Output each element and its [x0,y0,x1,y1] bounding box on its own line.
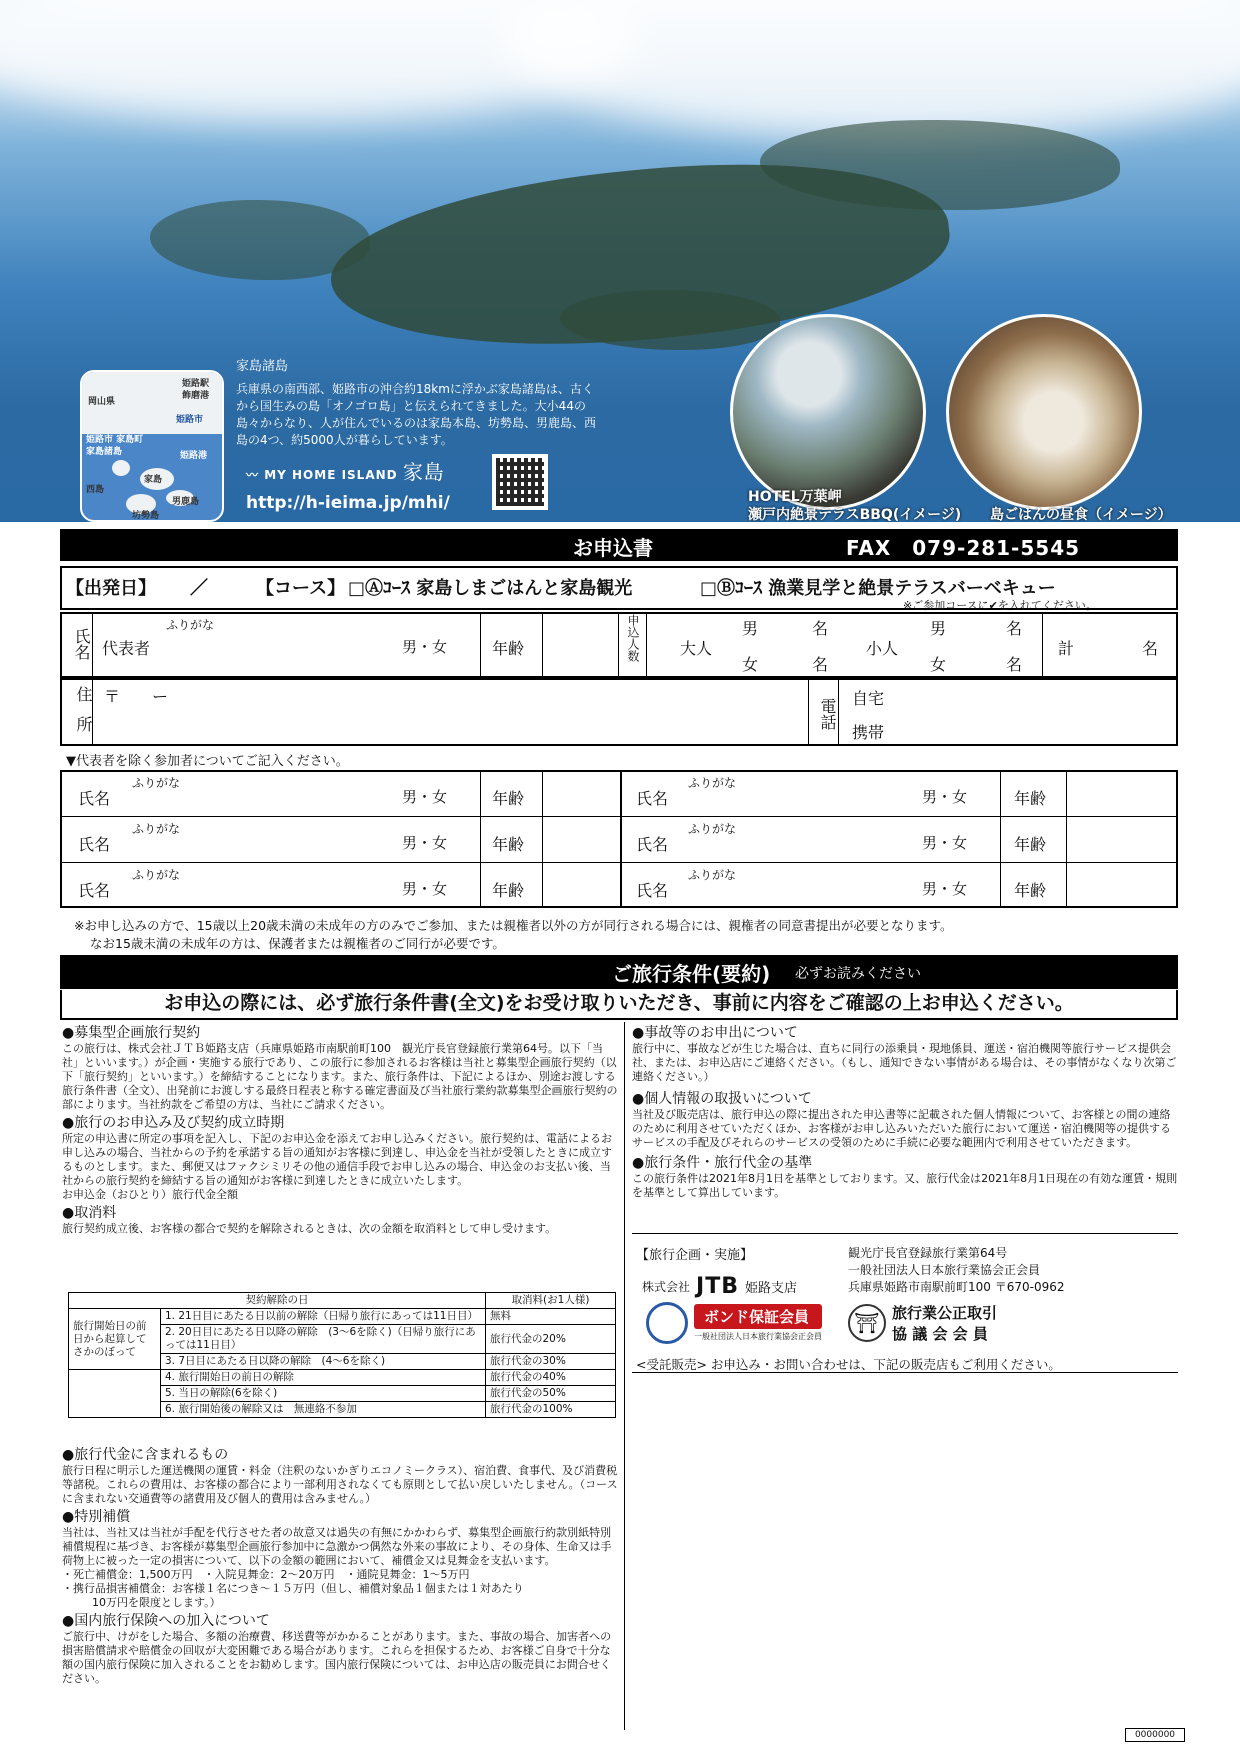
photo-caption: HOTEL万葉岬 [748,489,842,505]
name-label: 氏名 [78,881,111,900]
fair-trade-label: 旅行業公正取引 [892,1304,998,1322]
map-label: 岡山県 [88,397,116,407]
map-label: 男鹿島 [172,497,200,507]
age-label: 年齢 [492,835,525,854]
age-label: 年齢 [1014,835,1047,854]
section-title: ●事故等のお申出について [632,1025,798,1041]
address-field[interactable] [100,706,800,742]
website-url[interactable]: http://h-ieima.jp/mhi/ [246,493,450,513]
representative-label: 代表者 [102,639,151,658]
agency-note: <受託販売> お申込み・お問い合わせは、下記の販売店もご利用ください。 [636,1357,1061,1372]
section-title: ●国内旅行保険への加入について [62,1613,270,1629]
mobile-phone-field[interactable] [900,716,1170,740]
fax-number: FAX 079-281-5545 [846,536,1081,560]
count-unit: 名 [1006,655,1023,674]
address-label: 住所 [74,686,93,746]
table-cell: 旅行開始日の前日から起算してさかのぼって [69,1309,161,1370]
bond-sub: 一般社団法人日本旅行業協会正会員 [694,1332,822,1341]
fair-trade-badge [848,1302,997,1344]
age-label: 年齢 [492,789,525,808]
name-label: 氏名 [636,789,669,808]
map-label: 飾磨港 [182,391,210,401]
table-cell: 4. 旅行開始日の前日の解除 [161,1370,486,1386]
section-body: 当社は、当社又は当社が手配を代行させた者の故意又は過失の有無にかかわらず、募集型企画旅行約款別紙特別補償規程に基づき、お客様が募集型企画旅行参加中に急激かつ偶然な外来の事故により、その身体、生命又は手荷物上に被った一定の損害について、以下の金額の範囲において、補償金又は見舞金を支払います。 [62,1526,612,1567]
section-body: 所定の申込書に所定の事項を記入し、下記のお申込金を添えてお申し込みください。旅行契約は、電話によるお申し込みの場合、当社からの予約を承諾する旨の通知がお客様に到達し、申込金を当社が受領したときに成立するものとします。また、郵便又はファクシミリその他の通信手段でお申し込みの場合、申込金のお支払い後、当社からの旅行契約を締結する旨の通知がお客様に到達したときに成立いたします。 [62,1132,612,1187]
island-lunch-photo [946,314,1142,510]
organizer-info: 一般社団法人日本旅行業協会正会員 [848,1263,1041,1277]
map-label: 坊勢島 [132,511,160,521]
section-body: 旅行契約成立後、お客様の都合で契約を解除されるときは、次の金額を取消料として申し受けます。 [62,1222,557,1235]
furigana-label: ふりがな [688,868,737,882]
map-label: 姫路市 [176,415,204,425]
mobile-phone-label: 携帯 [852,723,885,742]
home-phone-label: 自宅 [852,689,885,708]
map-label: 姫路港 [180,451,208,461]
departure-label: 【出発日】 [66,578,156,599]
age-label: 年齢 [492,881,525,900]
count-unit: 名 [1006,619,1023,638]
table-cell: 6. 旅行開始後の解除又は 無連絡不参加 [161,1402,486,1418]
gender-select[interactable]: 男・女 [922,788,968,806]
home-phone-field[interactable] [900,684,1170,708]
count-unit: 名 [812,655,829,674]
table-cell: 3. 7日目にあたる日以降の解除 (4～6を除く) [161,1354,486,1370]
postal-code-field[interactable]: 〒 ー [104,687,169,706]
hero-banner [0,0,1240,522]
jtb-prefix: 株式会社 [642,1280,691,1294]
deposit-note: お申込金（おひとり）旅行代金全額 [62,1188,238,1201]
course-label: 【コース】 [256,578,346,599]
fair-trade-label: 協 議 会 会 員 [892,1325,988,1343]
conditions-right-column [632,1022,1178,1200]
child-female-label: 女 [930,655,947,674]
adult-male-label: 男 [742,619,759,638]
jtb-logo [642,1274,797,1299]
compensation-line: ・死亡補償金：1,500万円 ・入院見舞金：2～20万円 ・通院見舞金：1～5万円 [62,1568,470,1581]
organizer-label: 【旅行企画・実施】 [636,1248,754,1263]
island-body: 兵庫県の南西部、姫路市の沖合約18kmに浮かぶ家島諸島は、古くから国生みの島「オノゴロ島」と伝えられてきました。大小44の島々からなり、人が住んでいるのは家島本島、坊勢島、男鹿島、西島の4つ、約5000人が暮らしています。 [236,382,597,447]
cancellation-fee-table [68,1292,616,1418]
brand-logo-icon: 〰 [246,468,260,482]
organizer-info: 観光庁長官登録旅行業第64号 [848,1246,1008,1260]
section-body: この旅行条件は2021年8月1日を基準としております。又、旅行代金は2021年8月1日現在の有効な運賃・規則を基準として算出しています。 [632,1172,1178,1199]
island-land [150,200,370,280]
area-map [80,370,224,522]
section-title: ●取消料 [62,1205,117,1221]
bbq-terrace-photo [730,314,926,510]
photo-caption: 瀬戸内絶景テラスBBQ(イメージ) [748,507,962,522]
bond-label: ボンド保証会員 [694,1304,822,1329]
table-header: 取消料(お1人様) [486,1293,616,1309]
fair-trade-seal-icon: ⛩ [848,1304,886,1342]
compensation-line: ・携行品損害補償金：お客様１名につき～１５万円（但し、補償対象品１個または１対あたり [62,1582,524,1595]
name-label: 氏名 [78,789,111,808]
section-title: ●個人情報の取扱いについて [632,1091,812,1107]
furigana-label: ふりがな [688,822,737,836]
total-label: 計 [1058,639,1075,658]
phone-label: 電話 [818,698,837,730]
table-cell: 旅行代金の30% [486,1354,616,1370]
table-cell: 旅行代金の20% [486,1325,616,1354]
table-cell: 1. 21日目にあたる日以前の解除（日帰り旅行にあっては11日目） [161,1309,486,1325]
course-a-checkbox[interactable]: □Ⓐｺｰｽ 家島しまごはんと家島観光 [348,578,633,599]
gender-select[interactable]: 男・女 [402,638,448,656]
count-unit: 名 [812,619,829,638]
child-male-label: 男 [930,619,947,638]
furigana-label: ふりがな [688,776,737,790]
cloud [500,0,1240,140]
gender-select[interactable]: 男・女 [402,880,448,898]
application-form-header [60,529,1178,561]
island-description [236,358,596,449]
map-label: 家島 [144,475,163,485]
map-label: 姫路市 家島町 [86,435,144,445]
gender-select[interactable]: 男・女 [922,880,968,898]
section-body: ご旅行中、けがをした場合、多額の治療費、移送費等がかかることがあります。また、事故の場合、加害者への損害賠償請求や賠償金の回収が大変困難である場合があります。これらを担保するため、お客様ご自身で十分な額の国内旅行保険に加入されることをお勧めします。国内旅行保険については、お申込店の販売員にお問合せください。 [62,1630,612,1685]
applicants-label: 申込人数 [626,614,640,662]
island-title: 家島諸島 [236,359,289,374]
qr-code-icon [492,454,548,510]
jtb-branch: 姫路支店 [744,1281,797,1296]
section-title: ●募集型企画旅行契約 [62,1025,201,1041]
name-label: 氏名 [636,835,669,854]
minor-note: ※お申し込みの方で、15歳以上20歳未満の未成年の方のみでご参加、または親権者以外の方が同行される場合には、親権者の同意書提出が必要となります。 [74,918,953,933]
section-body: 当社及び販売店は、旅行申込の際に提出された申込書等に記載された個人情報について、お客様との間の連絡のために利用させていただくほか、お客様がお申し込みいただいた旅行において運送・宿泊機関等の提供するサービスの手配及びそれらのサービスの受領のために手続に必要な範囲内で利用させていただきます。 [632,1108,1171,1149]
table-cell: 旅行代金の50% [486,1386,616,1402]
furigana-label: ふりがな [132,868,181,882]
minor-note: なお15歳未満の未成年の方は、保護者または親権者のご同行が必要です。 [90,936,505,951]
child-label: 小人 [866,639,899,658]
representative-name-field[interactable] [200,632,400,656]
table-cell: 5. 当日の解除(6を除く) [161,1386,486,1402]
conditions-subtitle: お申込の際には、必ず旅行条件書(全文)をお受け取りいただき、事前に内容をご確認の上お申込ください。 [60,990,1178,1020]
count-unit: 名 [1142,639,1159,658]
travel-conditions-header [60,955,1178,989]
name-label: 氏名 [72,628,91,660]
brand-logo [246,456,445,485]
footer-code: 0000000 [1125,1728,1185,1742]
bond-member-badge [646,1302,822,1344]
section-body: この旅行は、株式会社ＪＴＢ姫路支店（兵庫県姫路市南駅前町100 観光庁長官登録旅行業第64号。以下「当社」といいます。）が企画・実施する旅行であり、この旅行に参加されるお客様は当社と募集型企画旅行契約（以下「旅行契約」といいます。）を締結することになります。また、旅行条件は、下記によるほか、別途お渡しする旅行条件書（全文）、出発前にお渡しする最終日程表と称する確定書面及び当社旅行業約款募集型企画旅行契約の部によります。当社約款をご希望の方は、当社にご請求ください。 [62,1042,618,1111]
departure-date-field[interactable]: ／ [190,578,208,599]
age-field[interactable] [544,620,616,670]
gender-select[interactable]: 男・女 [402,834,448,852]
table-cell: 旅行代金の100% [486,1402,616,1418]
adult-label: 大人 [680,639,713,658]
brand-logo-en: MY HOME ISLAND [264,468,398,482]
must-read-label: 必ずお読みください [795,966,921,982]
section-title: ●旅行のお申込み及び契約成立時期 [62,1115,285,1131]
conditions-left-column [62,1022,618,1236]
furigana-label: ふりがな [166,618,215,632]
table-cell: 2. 20日目にあたる日以降の解除 (3～6を除く)（日帰り旅行にあっては11日目） [161,1325,486,1354]
age-label: 年齢 [1014,881,1047,900]
adult-female-label: 女 [742,655,759,674]
gender-select[interactable]: 男・女 [922,834,968,852]
table-cell: 無料 [486,1309,616,1325]
map-label: 西島 [86,485,105,495]
compensation-line: 10万円を限度とします。） [92,1596,221,1609]
gender-select[interactable]: 男・女 [402,788,448,806]
section-body: 旅行中に、事故などが生じた場合は、直ちに同行の添乗員・現地係員、運送・宿泊機関等旅行サービス提供会社、または、お申込店にご連絡ください。（もし、通知できない事情がある場合は、その事情がなくなり次第ご連絡ください。） [632,1042,1177,1083]
section-title: ●特別補償 [62,1509,131,1525]
conditions-title: ご旅行条件(要約) [612,962,771,986]
furigana-label: ふりがな [132,822,181,836]
form-title: お申込書 [573,536,653,560]
map-label: 姫路駅 [182,379,210,389]
course-note: ※ご参加コースに✔を入れてください。 [903,599,1097,612]
section-title: ●旅行代金に含まれるもの [62,1447,229,1463]
brand-logo-jp: 家島 [402,460,445,484]
participant-name-field[interactable] [130,790,390,812]
section-title: ●旅行条件・旅行代金の基準 [632,1155,813,1171]
age-label: 年齢 [1014,789,1047,808]
course-b-checkbox[interactable]: □Ⓑｺｰｽ 漁業見学と絶景テラスバーベキュー [700,578,1056,599]
jtb-name: JTB [696,1274,739,1299]
table-header: 契約解除の日 [69,1293,486,1309]
jata-logo-icon [646,1302,688,1344]
other-participants-note: ▼代表者を除く参加者についてご記入ください。 [66,754,349,769]
age-label: 年齢 [492,639,525,658]
section-body: 旅行日程に明示した運送機関の運賃・料金（注釈のないかぎりエコノミークラス）、宿泊費、食事代、及び消費税等諸税。これらの費用は、お客様の都合により一部利用されなくても原則として払い戻しいたしません。（コースに含まれない交通費等の諸費用及び個人的費用は含みません。） [62,1464,618,1505]
name-label: 氏名 [636,881,669,900]
table-cell: 旅行代金の40% [486,1370,616,1386]
conditions-left-column-lower [62,1444,618,1686]
name-label: 氏名 [78,835,111,854]
organizer-info: 兵庫県姫路市南駅前町100 〒670-0962 [848,1280,1065,1294]
photo-caption: 島ごはんの昼食（イメージ） [990,507,1172,522]
map-label: 家島諸島 [86,447,123,457]
furigana-label: ふりがな [132,776,181,790]
